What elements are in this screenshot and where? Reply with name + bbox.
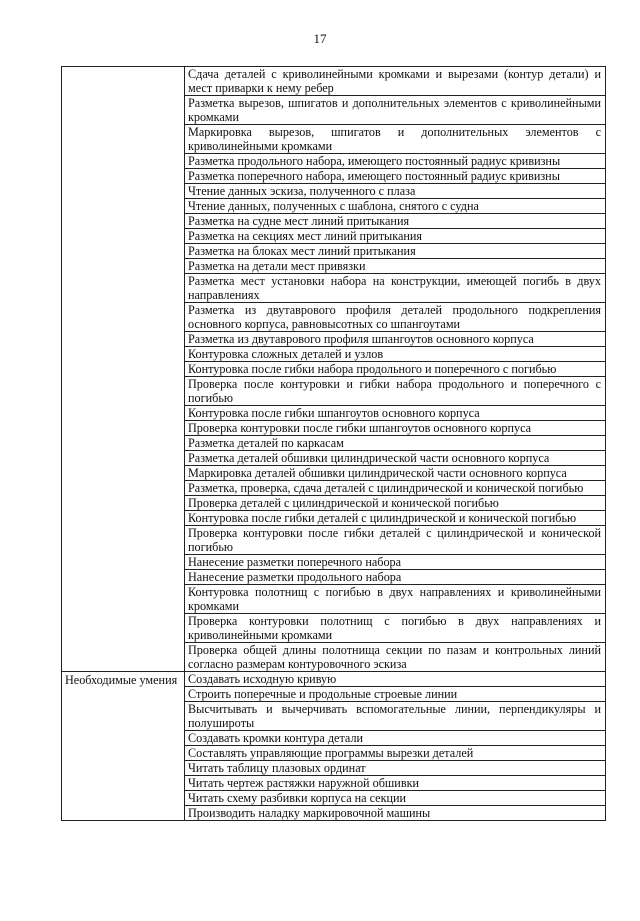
requirement-item: Проверка деталей с цилиндрической и конической погибью: [185, 496, 606, 511]
requirement-item: Маркировка вырезов, шпигатов и дополнительных элементов с криволинейными кромками: [185, 125, 606, 154]
requirements-table: [61, 66, 606, 821]
section-label: [65, 67, 180, 68]
requirement-item: Разметка продольного набора, имеющего постоянный радиус кривизны: [185, 154, 606, 169]
requirement-item: Составлять управляющие программы вырезки деталей: [185, 746, 606, 761]
requirement-item: Создавать исходную кривую: [185, 672, 606, 687]
requirement-item: Разметка вырезов, шпигатов и дополнительных элементов с криволинейными кромками: [185, 96, 606, 125]
section-label: Необходимые умения: [65, 673, 178, 687]
page-number: 17: [313, 31, 327, 46]
requirement-item: Создавать кромки контура детали: [185, 731, 606, 746]
requirement-item: Разметка деталей обшивки цилиндрической части основного корпуса: [185, 451, 606, 466]
requirement-item: Контуровка после гибки набора продольного и поперечного с погибью: [185, 362, 606, 377]
requirement-item: Чтение данных, полученных с шаблона, снятого с судна: [185, 199, 606, 214]
requirement-item: Проверка общей длины полотнища секции по пазам и контрольных линий согласно размерам контуровочного эскиза: [185, 643, 606, 672]
requirement-item: Маркировка деталей обшивки цилиндрической части основного корпуса: [185, 466, 606, 481]
requirement-item: Проверка контуровки после гибки деталей с цилиндрической и конической погибью: [185, 526, 606, 555]
requirement-item: Разметка деталей по каркасам: [185, 436, 606, 451]
requirement-item: Читать чертеж растяжки наружной обшивки: [185, 776, 606, 791]
requirement-item: Чтение данных эскиза, полученного с плаза: [185, 184, 606, 199]
requirement-item: Контуровка после гибки деталей с цилиндрической и конической погибью: [185, 511, 606, 526]
requirement-item: Разметка поперечного набора, имеющего постоянный радиус кривизны: [185, 169, 606, 184]
requirement-item: Разметка на секциях мест линий притыкания: [185, 229, 606, 244]
section-label-cell: [62, 67, 185, 672]
requirement-item: Разметка на детали мест привязки: [185, 259, 606, 274]
requirement-item: Проверка контуровки полотнищ с погибью в двух направлениях и криволинейными кромками: [185, 614, 606, 643]
requirement-item: Строить поперечные и продольные строевые линии: [185, 687, 606, 702]
requirement-item: Проверка после контуровки и гибки набора продольного и поперечного с погибью: [185, 377, 606, 406]
requirement-item: Разметка из двутаврового профиля деталей продольного подкрепления основного корпуса, равновысотных со шпангоутами: [185, 303, 606, 332]
requirement-item: Производить наладку маркировочной машины: [185, 806, 606, 821]
section-label-cell: [62, 672, 185, 821]
requirement-item: Разметка из двутаврового профиля шпангоутов основного корпуса: [185, 332, 606, 347]
requirement-item: Разметка мест установки набора на конструкции, имеющей погибь в двух направлениях: [185, 274, 606, 303]
table-row: [62, 67, 606, 96]
requirement-item: Сдача деталей с криволинейными кромками и вырезами (контур детали) и мест приварки к нему ребер: [185, 67, 606, 96]
table-row: [62, 672, 606, 687]
requirement-item: Контуровка после гибки шпангоутов основного корпуса: [185, 406, 606, 421]
requirement-item: Читать таблицу плазовых ординат: [185, 761, 606, 776]
requirement-item: Разметка на блоках мест линий притыкания: [185, 244, 606, 259]
requirement-item: Контуровка полотнищ с погибью в двух направлениях и криволинейными кромками: [185, 585, 606, 614]
requirement-item: Нанесение разметки продольного набора: [185, 570, 606, 585]
requirement-item: Читать схему разбивки корпуса на секции: [185, 791, 606, 806]
requirement-item: Проверка контуровки после гибки шпангоутов основного корпуса: [185, 421, 606, 436]
requirement-item: Высчитывать и вычерчивать вспомогательные линии, перпендикуляры и полуширoты: [185, 702, 606, 731]
requirement-item: Разметка, проверка, сдача деталей с цилиндрической и конической погибью: [185, 481, 606, 496]
requirement-item: Разметка на судне мест линий притыкания: [185, 214, 606, 229]
requirement-item: Нанесение разметки поперечного набора: [185, 555, 606, 570]
requirement-item: Контуровка сложных деталей и узлов: [185, 347, 606, 362]
